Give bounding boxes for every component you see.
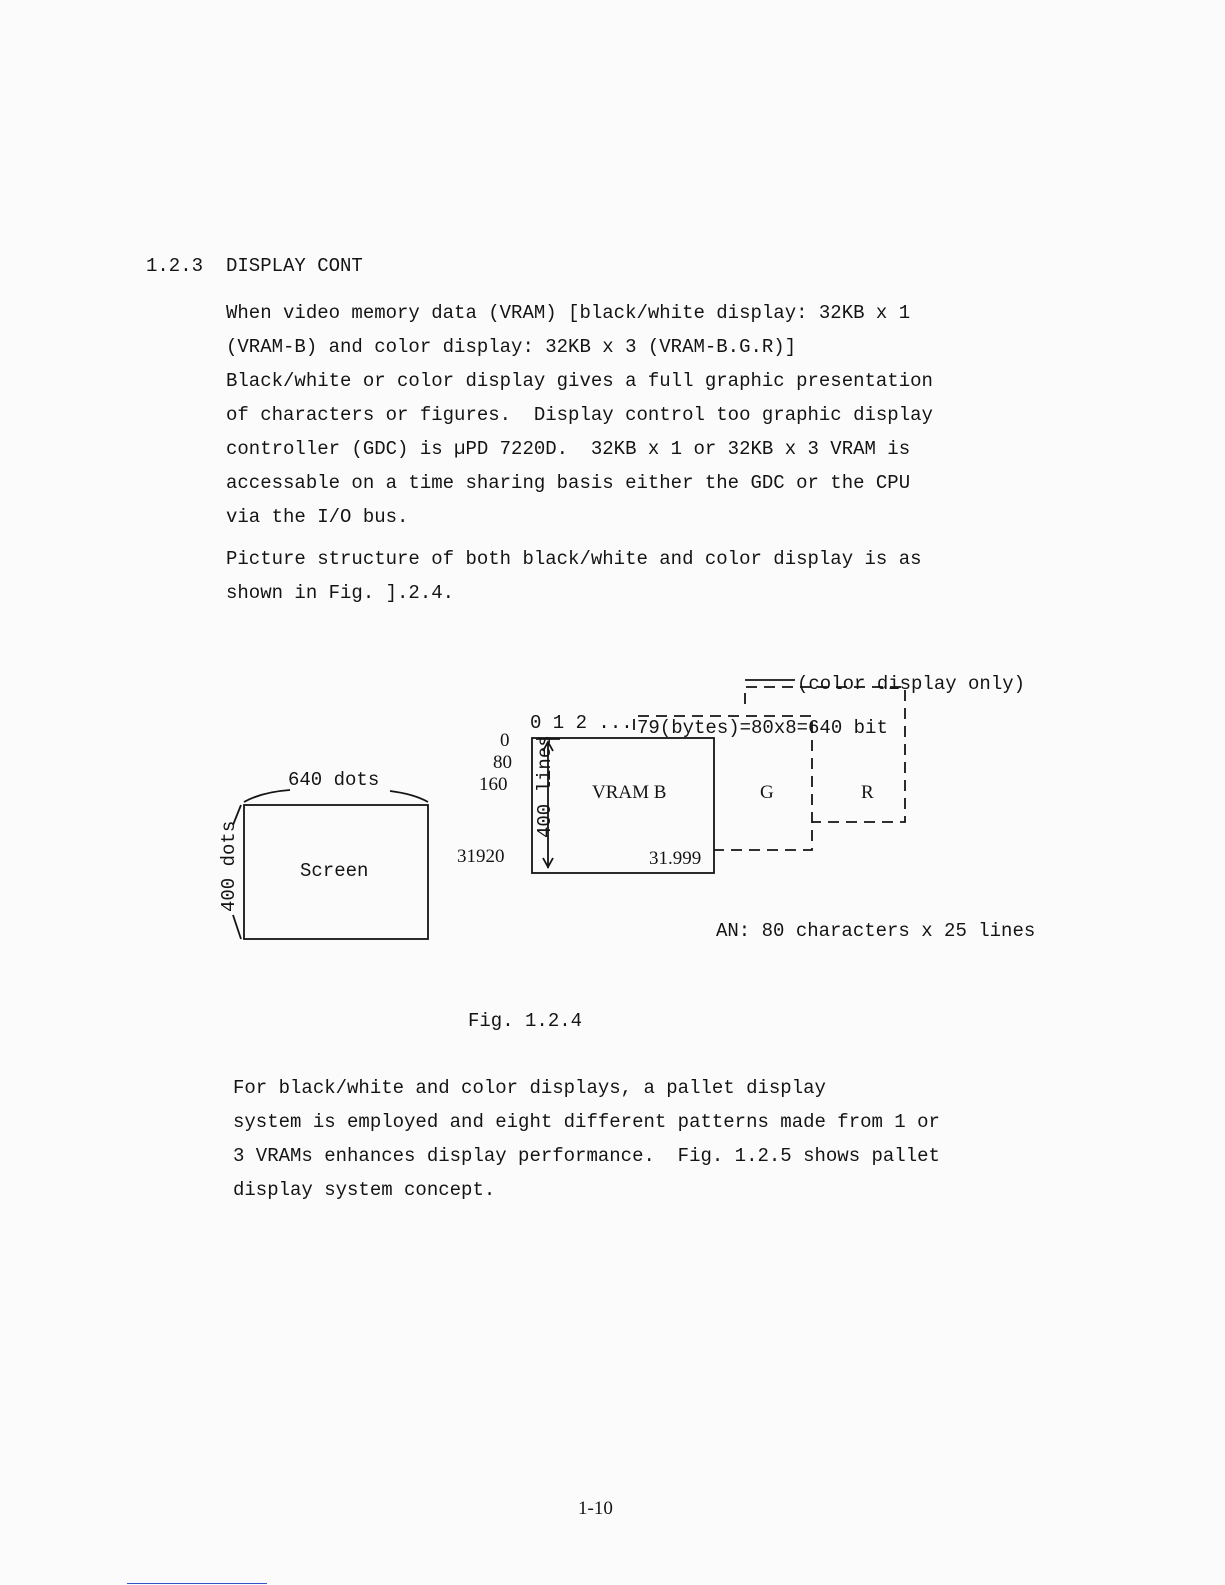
page-bottom-rule xyxy=(127,1583,267,1584)
row-offset: 31920 xyxy=(457,846,505,867)
row-offset: 80 xyxy=(493,752,512,773)
paragraph-line: accessable on a time sharing basis either the GDC or the CPU xyxy=(226,472,911,494)
color-planes-outline xyxy=(634,687,905,850)
figure-diagram xyxy=(0,660,1225,980)
row-offset: 0 xyxy=(500,730,510,751)
section-title: DISPLAY CONT xyxy=(226,255,363,277)
screen-width-label: 640 dots xyxy=(288,769,380,791)
text-mode-label: AN: 80 characters x 25 lines xyxy=(716,920,1036,942)
paragraph-picture-structure xyxy=(226,542,922,610)
paragraph-line: via the I/O bus. xyxy=(226,506,409,528)
plane-g-label: G xyxy=(760,782,774,803)
paragraph-line: controller (GDC) is µPD 7220D. 32KB x 1 or 32KB x 3 VRAM is xyxy=(226,438,911,460)
paragraph-line: (VRAM-B) and color display: 32KB x 3 (VRAM-B.G.R)] xyxy=(226,336,797,358)
lines-label: 400 lines xyxy=(534,735,556,838)
page-number: 1-10 xyxy=(578,1498,613,1519)
screen-label: Screen xyxy=(300,860,369,882)
bytes-label: 79(bytes)=80x8=640 bit xyxy=(637,717,888,739)
paragraph-vram xyxy=(226,296,933,534)
width-brace xyxy=(244,790,428,802)
figure-caption: Fig. 1.2.4 xyxy=(468,1010,583,1032)
paragraph-line: display system concept. xyxy=(233,1179,496,1201)
last-address: 31.999 xyxy=(649,848,702,869)
paragraph-line: For black/white and color displays, a pallet display xyxy=(233,1077,826,1099)
row-offset: 160 xyxy=(479,774,508,795)
paragraph-line: of characters or figures. Display control too graphic display xyxy=(226,404,933,426)
paragraph-line: system is employed and eight different patterns made from 1 or xyxy=(233,1111,940,1133)
paragraph-line: When video memory data (VRAM) [black/white display: 32KB x 1 xyxy=(226,302,911,324)
screen-height-label: 400 dots xyxy=(218,820,240,912)
paragraph-line: shown in Fig. ].2.4. xyxy=(226,582,455,604)
paragraph-pallet xyxy=(233,1071,940,1207)
vram-b-label: VRAM B xyxy=(592,782,667,803)
paragraph-line: Picture structure of both black/white and color display is as xyxy=(226,548,922,570)
paragraph-line: 3 VRAMs enhances display performance. Fig. 1.2.5 shows pallet xyxy=(233,1145,940,1167)
section-number: 1.2.3 xyxy=(146,255,204,277)
color-only-label: (color display only) xyxy=(797,673,1026,695)
plane-r-label: R xyxy=(861,782,874,803)
byte-columns-label: 0 1 2 ... xyxy=(530,712,633,734)
paragraph-line: Black/white or color display gives a full graphic presentation xyxy=(226,370,933,392)
